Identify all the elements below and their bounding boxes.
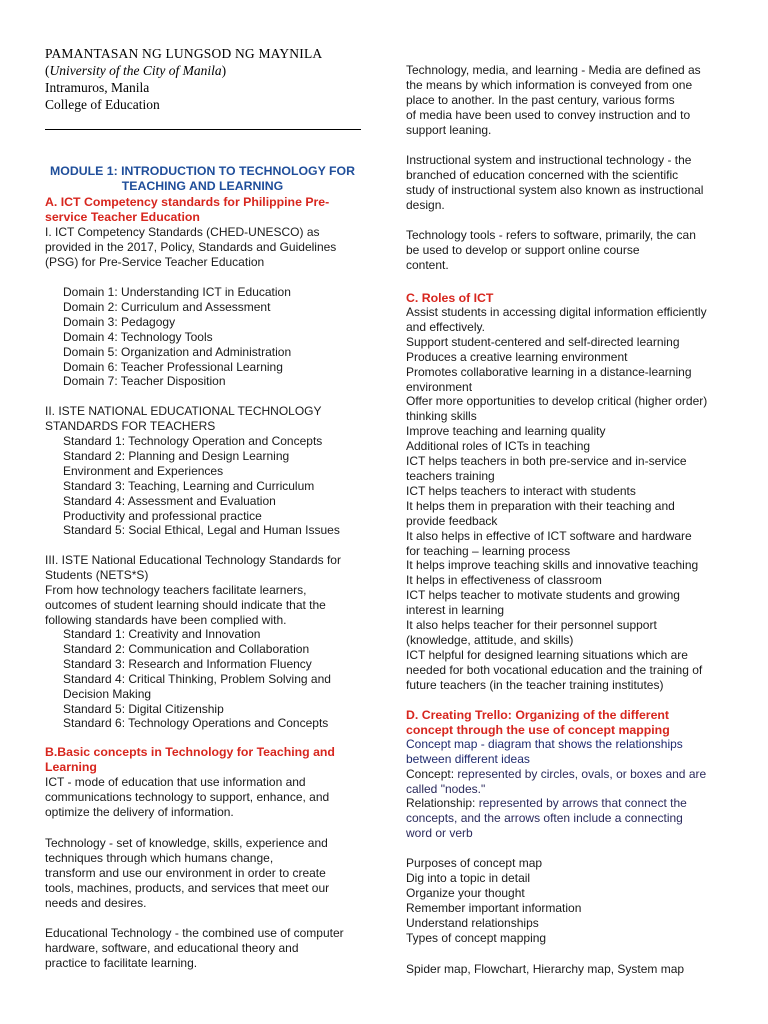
list-item: Domain 5: Organization and Administration xyxy=(63,344,292,359)
list-item: Produces a creative learning environment xyxy=(406,349,628,364)
list-item: Standard 3: Teaching, Learning and Curriculum xyxy=(63,478,315,493)
list-item: environment xyxy=(406,379,473,394)
list-item: Domain 6: Teacher Professional Learning xyxy=(63,359,283,374)
concept-map-purposes xyxy=(406,856,581,945)
list-item: Domain 3: Pedagogy xyxy=(63,314,176,329)
header-divider xyxy=(45,129,361,130)
list-item: Decision Making xyxy=(63,686,152,701)
university-english-name: (University of the City of Manila) xyxy=(45,63,227,78)
module-title: MODULE 1: INTRODUCTION TO TECHNOLOGY FOR TEACHING AND LEARNING xyxy=(50,164,355,193)
list-item: Domain 7: Teacher Disposition xyxy=(63,374,226,389)
list-item: thinking skills xyxy=(406,409,477,424)
ict-definition: ICT - mode of education that use information and communications technology to support, enhance, and optimize the delivery of information. xyxy=(45,775,330,819)
list-item: Purposes of concept map xyxy=(406,856,543,870)
tml-definition: Technology, media, and learning - Media are defined as the means by which information is conveyed from one place to another. In the past century, various forms of media have been used to convey instruction and to support leaning. xyxy=(406,63,701,137)
concept-definition: Concept: represented by circles, ovals, or boxes and are called "nodes." xyxy=(406,767,707,796)
list-item: future teachers (in the teacher training institutes) xyxy=(406,677,664,692)
list-item: Standard 2: Planning and Design Learning xyxy=(63,448,290,463)
domain-list xyxy=(63,285,291,389)
concept-map-types: Spider map, Flowchart, Hierarchy map, System map xyxy=(406,962,685,976)
iste-students-title: III. ISTE National Educational Technology Standards for Students (NETS*S) From how technology teachers facilitate learners, outcomes of student learning should indicate that the following standards have been complied with. xyxy=(45,553,341,627)
list-item: needed for both vocational education and the training of xyxy=(406,662,703,677)
university-name: PAMANTASAN NG LUNGSOD NG MAYNILA xyxy=(45,46,323,61)
list-item: It helps them in preparation with their teaching and xyxy=(406,498,675,513)
list-item: for teaching – learning process xyxy=(406,543,571,558)
list-item: Assist students in accessing digital information efficiently xyxy=(406,305,707,319)
technology-definition: Technology - set of knowledge, skills, experience and techniques through which humans change, transform and use our environment in order to create tools, machines, products, and services that meet our needs and desires. xyxy=(45,836,330,910)
list-item: Remember important information xyxy=(406,900,582,915)
section-c-heading: C. Roles of ICT xyxy=(406,291,494,305)
concept-label: Concept: xyxy=(406,767,455,781)
list-item: It also helps in effective of ICT software and hardware xyxy=(406,528,692,543)
university-header xyxy=(45,45,322,113)
list-item: Organize your thought xyxy=(406,885,525,900)
list-item: Support student-centered and self-directed learning xyxy=(406,334,680,349)
section-b-heading: B.Basic concepts in Technology for Teaching and Learning xyxy=(45,745,335,774)
list-item: interest in learning xyxy=(406,603,505,618)
list-item: (knowledge, attitude, and skills) xyxy=(406,632,574,647)
list-item: and effectively. xyxy=(406,319,485,334)
section-a-heading: A. ICT Competency standards for Philippine Pre- service Teacher Education xyxy=(45,195,330,224)
list-item: Promotes collaborative learning in a distance-learning xyxy=(406,364,692,379)
list-item: Domain 2: Curriculum and Assessment xyxy=(63,299,271,314)
list-item: It helps improve teaching skills and innovative teaching xyxy=(406,558,699,573)
list-item: Environment and Experiences xyxy=(63,463,224,478)
list-item: Standard 4: Critical Thinking, Problem Solving and xyxy=(63,671,331,686)
iste-students-list xyxy=(63,627,331,731)
ched-unesco-intro: I. ICT Competency Standards (CHED-UNESCO) as provided in the 2017, Policy, Standards and Guidelines (PSG) for Pre-Service Teacher Education xyxy=(45,225,337,269)
list-item: Standard 4: Assessment and Evaluation xyxy=(63,493,276,508)
college-name: College of Education xyxy=(45,97,160,112)
list-item: provide feedback xyxy=(406,513,498,528)
tools-definition: Technology tools - refers to software, primarily, the can be used to develop or support online course content. xyxy=(406,228,696,272)
list-item: ICT helpful for designed learning situations which are xyxy=(406,647,688,662)
list-item: ICT helps teachers to interact with students xyxy=(406,483,636,498)
list-item: Understand relationships xyxy=(406,915,539,930)
list-item: Dig into a topic in detail xyxy=(406,870,531,885)
edtech-definition: Educational Technology - the combined use of computer hardware, software, and educational theory and practice to facilitate learning. xyxy=(45,926,344,970)
list-item: ICT helps teacher to motivate students and growing xyxy=(406,588,680,603)
list-item: It helps in effectiveness of classroom xyxy=(406,573,602,588)
relationship-definition: Relationship: represented by arrows that connect the concepts, and the arrows often include a connecting word or verb xyxy=(406,796,687,840)
iste-teachers-list xyxy=(63,434,340,538)
list-item: Additional roles of ICTs in teaching xyxy=(406,439,591,454)
list-item: Standard 6: Technology Operations and Concepts xyxy=(63,716,329,731)
list-item: Standard 1: Technology Operation and Concepts xyxy=(63,434,323,448)
list-item: Standard 1: Creativity and Innovation xyxy=(63,627,261,641)
list-item: Types of concept mapping xyxy=(406,930,547,945)
location: Intramuros, Manila xyxy=(45,80,150,95)
iste-teachers-title: II. ISTE NATIONAL EDUCATIONAL TECHNOLOGY STANDARDS FOR TEACHERS xyxy=(45,404,322,433)
list-item: Domain 1: Understanding ICT in Education xyxy=(63,285,291,299)
list-item: Standard 5: Social Ethical, Legal and Human Issues xyxy=(63,523,340,538)
instructional-definition: Instructional system and instructional technology - the branched of education concerned with the scientific study of instructional system also known as instructional design. xyxy=(406,153,704,212)
list-item: Standard 2: Communication and Collaboration xyxy=(63,641,310,656)
list-item: It also helps teacher for their personnel support xyxy=(406,618,657,633)
list-item: Offer more opportunities to develop critical (higher order) xyxy=(406,394,708,409)
list-item: Productivity and professional practice xyxy=(63,508,262,523)
list-item: Standard 3: Research and Information Fluency xyxy=(63,656,312,671)
ict-roles-list xyxy=(406,305,707,693)
list-item: teachers training xyxy=(406,468,495,483)
section-d-heading: D. Creating Trello: Organizing of the different concept through the use of concept mapping xyxy=(406,708,670,737)
list-item: Improve teaching and learning quality xyxy=(406,424,606,439)
list-item: ICT helps teachers in both pre-service and in-service xyxy=(406,454,687,469)
list-item: Standard 5: Digital Citizenship xyxy=(63,701,224,716)
relationship-label: Relationship: xyxy=(406,796,476,810)
concept-map-definition: Concept map - diagram that shows the relationships between different ideas xyxy=(406,737,683,766)
list-item: Domain 4: Technology Tools xyxy=(63,329,213,344)
